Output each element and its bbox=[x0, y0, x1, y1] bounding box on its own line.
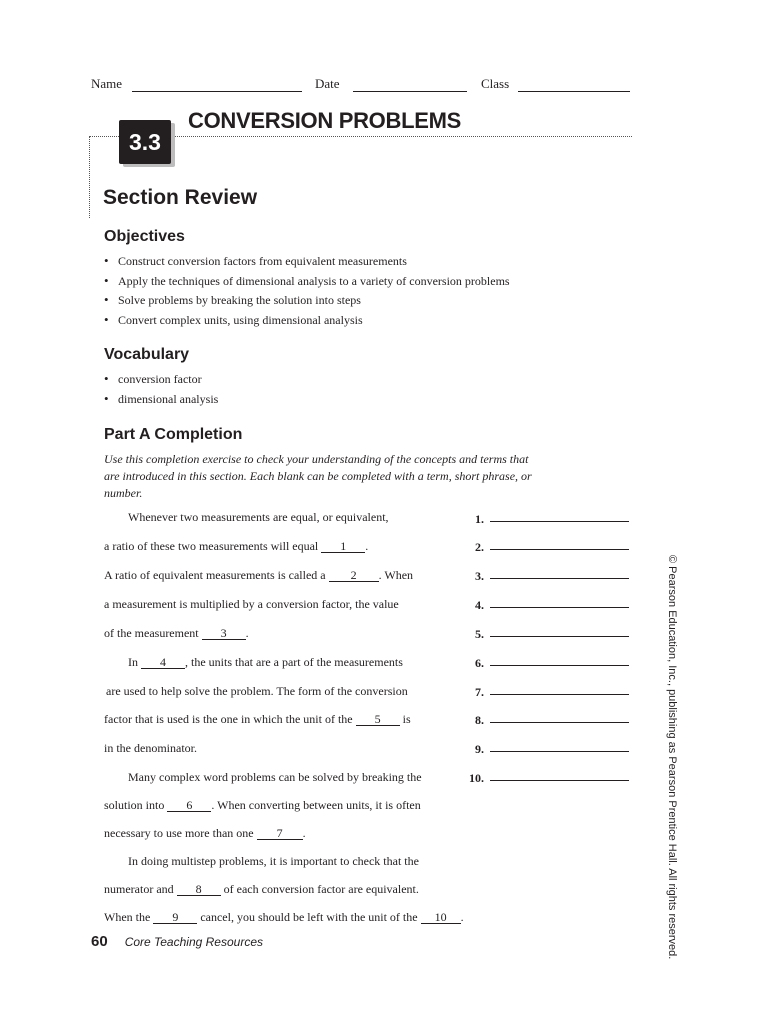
blank-9: 9 bbox=[153, 911, 197, 924]
answer-number: 5. bbox=[475, 627, 484, 641]
blank-1: 1 bbox=[321, 540, 365, 553]
passage-line: numerator and 8 of each conversion factor are equivalent. bbox=[104, 882, 419, 896]
answer-number: 9. bbox=[475, 742, 484, 756]
page-number: 60 bbox=[91, 933, 108, 950]
answer-number: 1. bbox=[475, 512, 484, 526]
answer-number: 3. bbox=[475, 569, 484, 583]
blank-3: 3 bbox=[202, 627, 246, 640]
answer-field-7[interactable] bbox=[490, 694, 629, 695]
answer-field-3[interactable] bbox=[490, 578, 629, 579]
answer-number: 6. bbox=[475, 656, 484, 670]
blank-2: 2 bbox=[329, 569, 379, 582]
answer-field-5[interactable] bbox=[490, 636, 629, 637]
blank-8: 8 bbox=[177, 883, 221, 896]
passage-line: In 4 , the units that are a part of the measurements bbox=[128, 655, 403, 669]
chapter-number-badge: 3.3 bbox=[119, 120, 171, 164]
passage-line: Whenever two measurements are equal, or equivalent, bbox=[128, 510, 389, 524]
dotted-rule bbox=[173, 136, 632, 137]
vocabulary-heading: Vocabulary bbox=[104, 346, 190, 363]
answer-number: 2. bbox=[475, 540, 484, 554]
passage-line: a measurement is multiplied by a conversion factor, the value bbox=[104, 597, 399, 611]
answer-field-4[interactable] bbox=[490, 607, 629, 608]
passage-line: solution into 6 . When converting between units, it is often bbox=[104, 798, 421, 812]
passage-line: of the measurement 3 . bbox=[104, 626, 249, 640]
answer-number: 7. bbox=[475, 685, 484, 699]
passage-line: necessary to use more than one 7 . bbox=[104, 826, 306, 840]
blank-10: 10 bbox=[421, 911, 461, 924]
page-footer bbox=[91, 933, 263, 950]
class-label: Class bbox=[481, 76, 510, 91]
vocabulary-item: • conversion factor bbox=[104, 369, 218, 389]
objective-item: • Convert complex units, using dimensional analysis bbox=[104, 310, 510, 330]
blank-5: 5 bbox=[356, 713, 400, 726]
answer-field-10[interactable] bbox=[490, 780, 629, 781]
blank-4: 4 bbox=[141, 656, 185, 669]
date-field[interactable] bbox=[353, 91, 467, 92]
blank-6: 6 bbox=[167, 799, 211, 812]
passage-line: When the 9 cancel, you should be left with the unit of the 10 . bbox=[104, 910, 464, 924]
answer-field-8[interactable] bbox=[490, 722, 629, 723]
footer-title: Core Teaching Resources bbox=[124, 935, 263, 949]
date-label: Date bbox=[315, 76, 340, 91]
answer-field-9[interactable] bbox=[490, 751, 629, 752]
vocabulary-item: • dimensional analysis bbox=[104, 389, 218, 409]
vocabulary-list bbox=[104, 369, 218, 408]
name-field[interactable] bbox=[132, 91, 302, 92]
answer-field-1[interactable] bbox=[490, 521, 629, 522]
passage-line: In doing multistep problems, it is important to check that the bbox=[128, 854, 419, 868]
dotted-rule-vertical bbox=[89, 136, 90, 218]
copyright-notice: © Pearson Education, Inc., publishing as Pearson Prentice Hall. All rights reserved. bbox=[666, 555, 678, 960]
name-label: Name bbox=[91, 76, 123, 91]
passage-line: are used to help solve the problem. The form of the conversion bbox=[106, 684, 408, 698]
objective-item: • Apply the techniques of dimensional analysis to a variety of conversion problems bbox=[104, 271, 510, 291]
answer-number: 10. bbox=[469, 771, 484, 785]
passage-line: a ratio of these two measurements will equal 1 . bbox=[104, 539, 369, 553]
passage-line: in the denominator. bbox=[104, 741, 197, 755]
objective-item: • Solve problems by breaking the solution into steps bbox=[104, 290, 510, 310]
passage-line: factor that is used is the one in which the unit of the 5 is bbox=[104, 712, 411, 726]
objectives-list bbox=[104, 251, 510, 329]
answer-field-2[interactable] bbox=[490, 549, 629, 550]
answer-field-6[interactable] bbox=[490, 665, 629, 666]
chapter-title: CONVERSION PROBLEMS bbox=[188, 108, 461, 133]
blank-7: 7 bbox=[257, 827, 303, 840]
objectives-heading: Objectives bbox=[104, 228, 185, 245]
passage-line: A ratio of equivalent measurements is called a 2 . When bbox=[104, 568, 414, 582]
objective-item: • Construct conversion factors from equivalent measurements bbox=[104, 251, 510, 271]
answer-number: 4. bbox=[475, 598, 484, 612]
part-a-instructions: Use this completion exercise to check your understanding of the concepts and terms that are introduced in this section. Each blank can be completed with a term, short phrase, or number. bbox=[104, 452, 532, 500]
class-field[interactable] bbox=[518, 91, 630, 92]
section-title: Section Review bbox=[103, 186, 258, 209]
answer-number: 8. bbox=[475, 713, 484, 727]
dotted-rule-left bbox=[89, 136, 119, 137]
part-a-heading: Part A Completion bbox=[104, 426, 243, 443]
passage-line: Many complex word problems can be solved by breaking the bbox=[128, 770, 422, 784]
